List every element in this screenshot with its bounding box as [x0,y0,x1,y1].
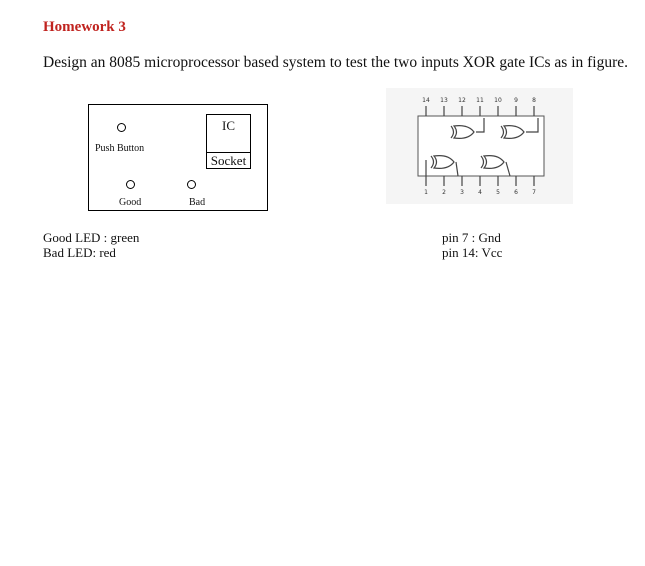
homework-title: Homework 3 [43,19,126,35]
pin-notes [442,230,502,260]
bad-led-label: Bad [189,197,206,208]
chip-pin-label: 10 [494,97,502,104]
good-led-note: Good LED : green [43,230,140,245]
chip-pin-label: 9 [514,97,518,104]
chip-pin-label: 7 [532,189,536,196]
chip-pin-label: 13 [440,97,448,104]
chip-pin-label: 11 [476,97,484,104]
chip-pin-label: 12 [458,97,466,104]
bad-led-note: Bad LED: red [43,245,116,260]
tester-panel [88,104,268,211]
chip-pin-label: 2 [442,189,446,196]
task-statement: Design an 8085 microprocessor based system to test the two inputs XOR gate ICs as in figure. [43,54,629,71]
socket-label: Socket [207,152,250,169]
push-button-icon [117,123,126,132]
ic-socket [206,114,251,169]
led-legend [43,230,139,260]
chip-pin-label: 1 [424,189,428,196]
chip-pin-label: 8 [532,97,536,104]
pin14-note: pin 14: Vcc [442,245,503,260]
ic-label: IC [222,118,235,133]
good-led-icon [126,180,135,189]
pin7-note: pin 7 : Gnd [442,230,501,245]
chip-pin-label: 3 [460,189,464,196]
xor-ic-pinout-diagram [386,88,573,204]
bad-led-icon [187,180,196,189]
chip-pin-label: 6 [514,189,518,196]
push-button-label: Push Button [95,143,145,154]
chip-pin-label: 14 [422,97,430,104]
chip-pin-label: 5 [496,189,500,196]
good-led-label: Good [119,197,142,208]
chip-pin-label: 4 [478,189,482,196]
